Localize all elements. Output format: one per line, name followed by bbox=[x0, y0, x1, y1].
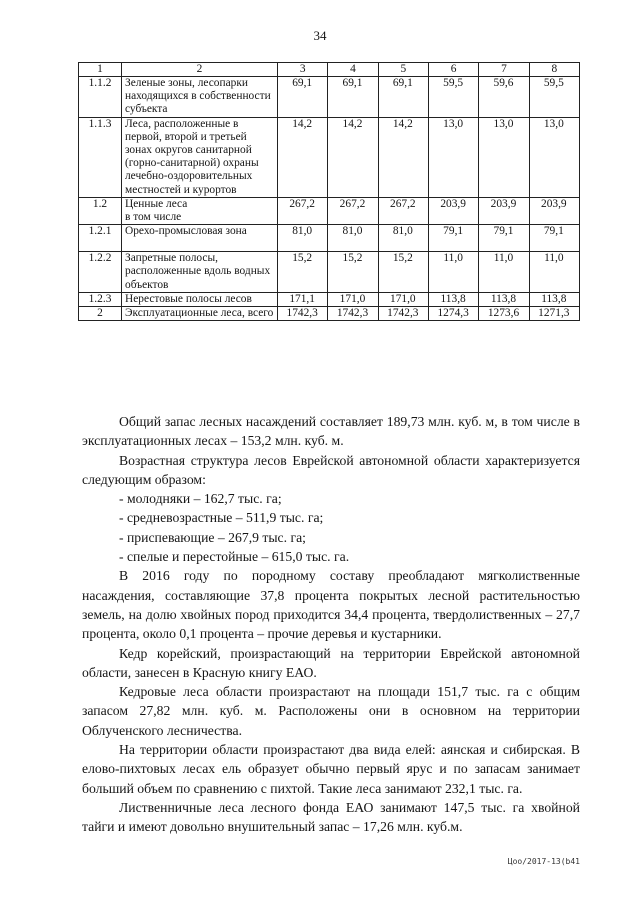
table-row bbox=[79, 292, 580, 306]
forest-table bbox=[78, 62, 580, 321]
row-value: 14,2 bbox=[328, 117, 378, 197]
row-value: 15,2 bbox=[328, 252, 378, 293]
row-value: 15,2 bbox=[378, 252, 428, 293]
row-name: Леса, расположенные в первой, второй и третьей зонах округов санитарной (горно-санитарной) охраны лечебно-оздоровительных местностей и курортов bbox=[122, 117, 278, 197]
row-code: 1.2.2 bbox=[79, 252, 122, 293]
row-value: 59,6 bbox=[479, 77, 529, 118]
row-value: 81,0 bbox=[378, 225, 428, 252]
row-name: Эксплуатационные леса, всего bbox=[122, 307, 278, 321]
table-row bbox=[79, 197, 580, 211]
table-row bbox=[79, 225, 580, 252]
paragraph: Возрастная структура лесов Еврейской автономной области характеризуется следующим образом: bbox=[82, 452, 580, 487]
row-value: 1274,3 bbox=[428, 307, 478, 321]
row-value: 79,1 bbox=[529, 225, 579, 252]
row-value: 203,9 bbox=[529, 197, 579, 211]
row-value: 13,0 bbox=[529, 117, 579, 197]
row-value bbox=[529, 211, 579, 225]
header-cell: 6 bbox=[428, 63, 478, 77]
row-code bbox=[79, 211, 122, 225]
row-code: 1.2 bbox=[79, 197, 122, 211]
table-row bbox=[79, 252, 580, 293]
row-value: 1271,3 bbox=[529, 307, 579, 321]
row-code: 1.2.1 bbox=[79, 225, 122, 252]
row-name: Зеленые зоны, лесопарки находящихся в собственности субъекта bbox=[122, 77, 278, 118]
list-item: - спелые и перестойные – 615,0 тыс. га. bbox=[119, 549, 350, 565]
row-value: 69,1 bbox=[328, 77, 378, 118]
paragraph: В 2016 году по породному составу преобладают мягколиственные насаждения, составляющие 37,8 процента покрытых лесной растительностью земель, на долю хвойных пород приходится 34,4 процента, твердолиственных – 27,7 процента, около 0,1 процента – прочие деревья и кустарники. bbox=[82, 568, 580, 642]
row-name: Ценные леса bbox=[122, 197, 278, 211]
row-name: в том числе bbox=[122, 211, 278, 225]
row-value bbox=[328, 211, 378, 225]
list-item: - средневозрастные – 511,9 тыс. га; bbox=[119, 510, 324, 526]
header-cell: 8 bbox=[529, 63, 579, 77]
table-row bbox=[79, 211, 580, 225]
row-value: 13,0 bbox=[479, 117, 529, 197]
header-cell: 2 bbox=[122, 63, 278, 77]
row-value: 267,2 bbox=[328, 197, 378, 211]
header-cell: 5 bbox=[378, 63, 428, 77]
header-cell: 4 bbox=[328, 63, 378, 77]
row-name: Запретные полосы, расположенные вдоль водных объектов bbox=[122, 252, 278, 293]
row-value: 1742,3 bbox=[278, 307, 328, 321]
row-value: 81,0 bbox=[328, 225, 378, 252]
row-value bbox=[428, 211, 478, 225]
paragraph: Общий запас лесных насаждений составляет 189,73 млн. куб. м, в том числе в эксплуатационных лесах – 153,2 млн. куб. м. bbox=[82, 414, 580, 449]
row-value: 79,1 bbox=[479, 225, 529, 252]
page-number: 34 bbox=[313, 28, 327, 43]
body-text bbox=[82, 412, 580, 837]
paragraph: Кедр корейский, произрастающий на территории Еврейской автономной области, занесен в Красную книгу ЕАО. bbox=[82, 645, 580, 680]
row-value: 203,9 bbox=[428, 197, 478, 211]
row-value: 113,8 bbox=[479, 292, 529, 306]
row-value: 1742,3 bbox=[328, 307, 378, 321]
row-value: 11,0 bbox=[529, 252, 579, 293]
row-value: 59,5 bbox=[529, 77, 579, 118]
row-value: 1742,3 bbox=[378, 307, 428, 321]
header-cell: 7 bbox=[479, 63, 529, 77]
list-item: - молодняки – 162,7 тыс. га; bbox=[119, 491, 282, 507]
list-item: - приспевающие – 267,9 тыс. га; bbox=[119, 529, 306, 545]
row-value: 203,9 bbox=[479, 197, 529, 211]
row-value: 1273,6 bbox=[479, 307, 529, 321]
row-value: 11,0 bbox=[479, 252, 529, 293]
row-value bbox=[278, 211, 328, 225]
row-value: 69,1 bbox=[378, 77, 428, 118]
row-value: 11,0 bbox=[428, 252, 478, 293]
row-value: 267,2 bbox=[278, 197, 328, 211]
row-value: 79,1 bbox=[428, 225, 478, 252]
paragraph: Лиственничные леса лесного фонда ЕАО занимают 147,5 тыс. га хвойной тайги и имеют довольно внушительный запас – 17,26 млн. куб.м. bbox=[82, 799, 580, 835]
row-value bbox=[479, 211, 529, 225]
row-value: 171,0 bbox=[328, 292, 378, 306]
row-code: 1.2.3 bbox=[79, 292, 122, 306]
row-name: Нерестовые полосы лесов bbox=[122, 292, 278, 306]
row-value: 171,1 bbox=[278, 292, 328, 306]
row-value: 14,2 bbox=[378, 117, 428, 197]
row-name: Орехо-промысловая зона bbox=[122, 225, 278, 252]
row-value: 13,0 bbox=[428, 117, 478, 197]
header-cell: 1 bbox=[79, 63, 122, 77]
document-code: Цоо/2017-13(b41 bbox=[507, 857, 580, 866]
row-code: 1.1.3 bbox=[79, 117, 122, 197]
table-header-row bbox=[79, 63, 580, 77]
row-value: 59,5 bbox=[428, 77, 478, 118]
row-value: 171,0 bbox=[378, 292, 428, 306]
paragraph: На территории области произрастают два вида елей: аянская и сибирская. В елово-пихтовых лесах ель образует обычно первый ярус и по запасам занимает больший объем по сравнению с пихтой. Такие леса занимают 232,1 тыс. га. bbox=[82, 742, 580, 796]
row-code: 1.1.2 bbox=[79, 77, 122, 118]
row-code: 2 bbox=[79, 307, 122, 321]
row-value: 267,2 bbox=[378, 197, 428, 211]
paragraph: Кедровые леса области произрастают на площади 151,7 тыс. га с общим запасом 27,82 млн. куб. м. Расположены они в основном на территории Облученского лесничества. bbox=[82, 684, 580, 738]
row-value: 113,8 bbox=[428, 292, 478, 306]
table-row bbox=[79, 117, 580, 197]
table-row bbox=[79, 77, 580, 118]
header-cell: 3 bbox=[278, 63, 328, 77]
row-value: 15,2 bbox=[278, 252, 328, 293]
row-value: 113,8 bbox=[529, 292, 579, 306]
row-value: 81,0 bbox=[278, 225, 328, 252]
table-row bbox=[79, 307, 580, 321]
row-value bbox=[378, 211, 428, 225]
row-value: 69,1 bbox=[278, 77, 328, 118]
row-value: 14,2 bbox=[278, 117, 328, 197]
